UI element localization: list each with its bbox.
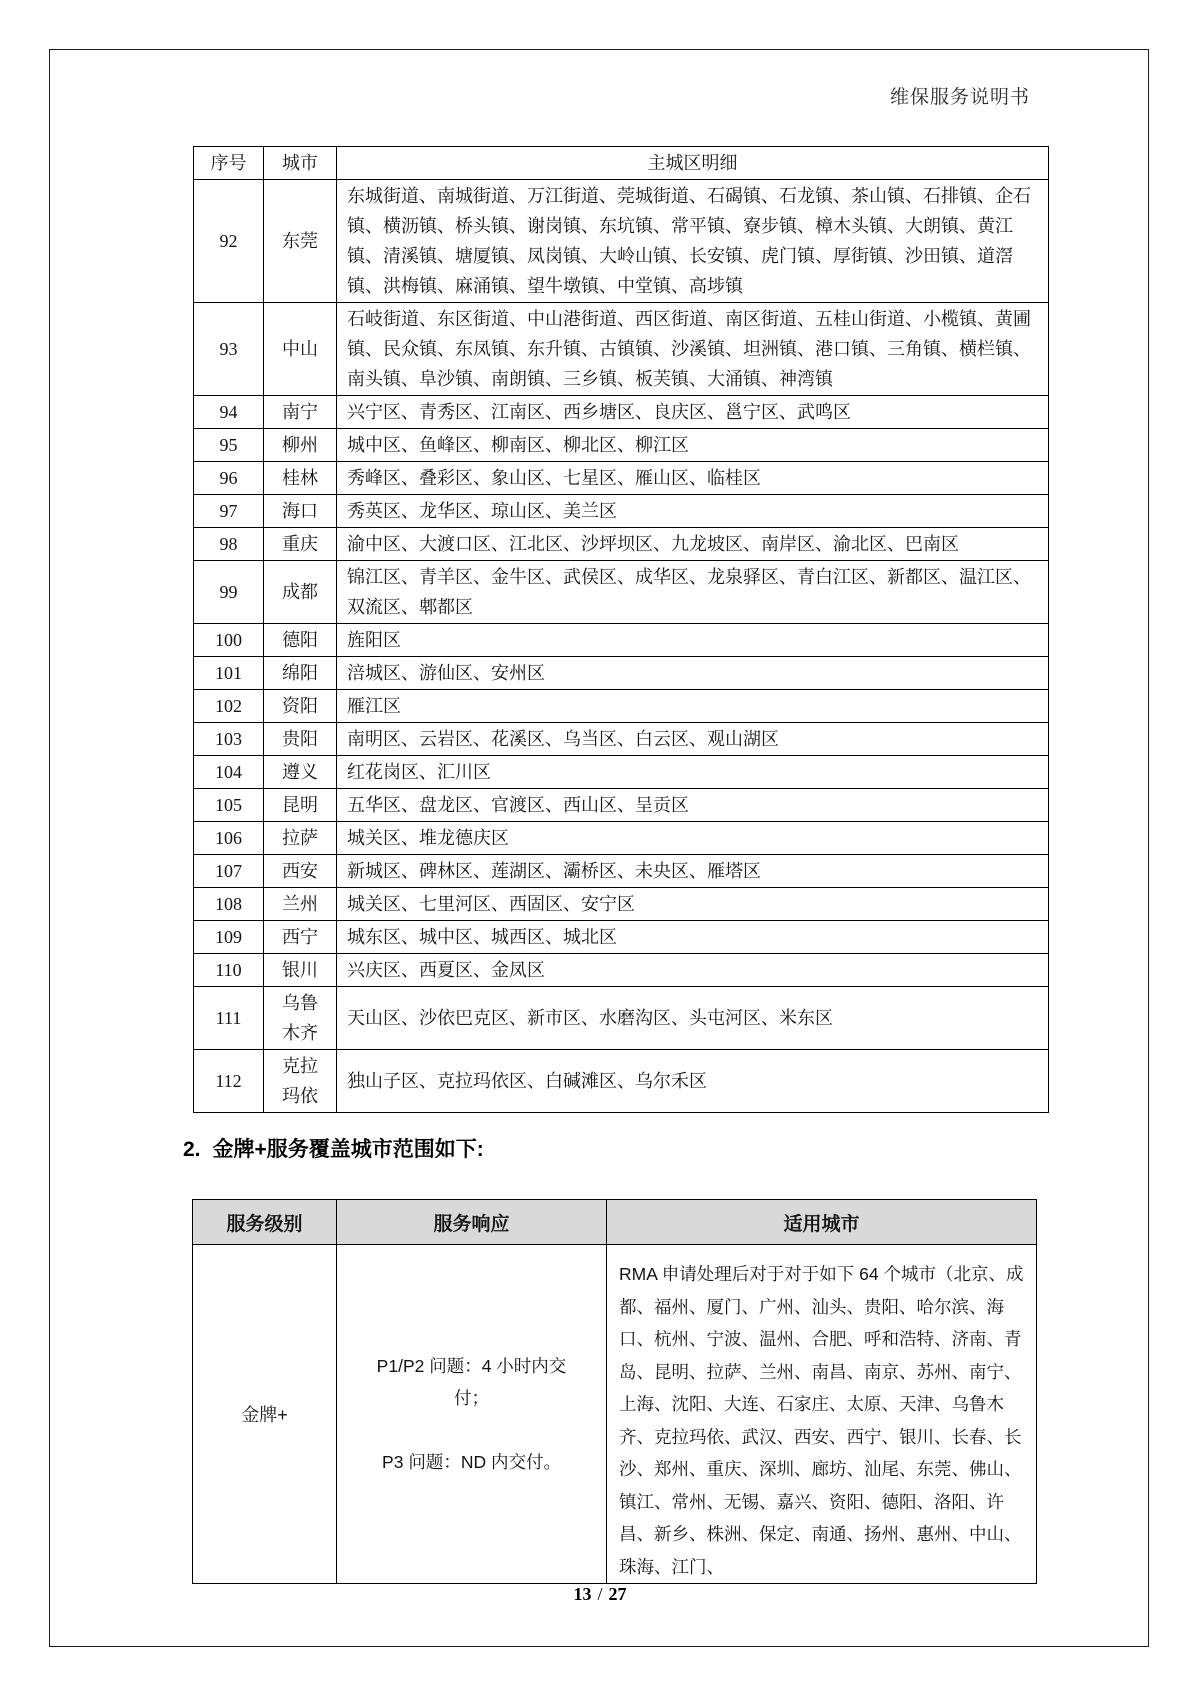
district-detail-cell: 渝中区、大渡口区、江北区、沙坪坝区、九龙坡区、南岸区、渝北区、巴南区 (337, 528, 1049, 561)
service-table-row (193, 1245, 1037, 1584)
district-table-row (194, 690, 1049, 723)
city-name-cell: 遵义 (264, 756, 337, 789)
response-line-1: P1/P2 问题：4 小时内交付； (376, 1356, 567, 1408)
district-table-row (194, 855, 1049, 888)
district-detail-cell: 秀英区、龙华区、琼山区、美兰区 (337, 495, 1049, 528)
district-table-row (194, 624, 1049, 657)
district-detail-cell: 秀峰区、叠彩区、象山区、七星区、雁山区、临桂区 (337, 462, 1049, 495)
column-header-service-response: 服务响应 (337, 1200, 607, 1245)
document-header-title: 维保服务说明书 (889, 87, 1030, 108)
city-name-cell: 拉萨 (264, 822, 337, 855)
city-name-cell: 成都 (264, 561, 337, 624)
column-header-applicable-cities: 适用城市 (607, 1200, 1037, 1245)
column-header-detail: 主城区明细 (337, 147, 1049, 180)
city-name-cell: 贵阳 (264, 723, 337, 756)
district-detail-cell: 兴庆区、西夏区、金凤区 (337, 954, 1049, 987)
row-index-cell: 94 (194, 396, 264, 429)
district-table-row (194, 495, 1049, 528)
city-name-cell: 乌鲁木齐 (264, 987, 337, 1050)
district-coverage-table (193, 146, 1049, 1113)
city-name-cell: 东莞 (264, 180, 337, 303)
column-header-index: 序号 (194, 147, 264, 180)
district-detail-cell: 涪城区、游仙区、安州区 (337, 657, 1049, 690)
district-table-row (194, 756, 1049, 789)
district-table-row (194, 657, 1049, 690)
row-index-cell: 100 (194, 624, 264, 657)
section-title: 金牌+服务覆盖城市范围如下: (212, 1138, 484, 1161)
district-detail-cell: 旌阳区 (337, 624, 1049, 657)
district-detail-cell: 东城街道、南城街道、万江街道、莞城街道、石碣镇、石龙镇、茶山镇、石排镇、企石镇、横沥镇、桥头镇、谢岗镇、东坑镇、常平镇、寮步镇、樟木头镇、大朗镇、黄江镇、清溪镇、塘厦镇、凤岗镇、大岭山镇、长安镇、虎门镇、厚街镇、沙田镇、道滘镇、洪梅镇、麻涌镇、望牛墩镇、中堂镇、高埗镇 (337, 180, 1049, 303)
row-index-cell: 112 (194, 1050, 264, 1113)
section-number: 2. (183, 1138, 201, 1161)
district-table-body (194, 180, 1049, 1113)
page-number-separator: / (597, 1584, 603, 1604)
district-table-row (194, 789, 1049, 822)
row-index-cell: 98 (194, 528, 264, 561)
row-index-cell: 109 (194, 921, 264, 954)
city-name-cell: 桂林 (264, 462, 337, 495)
district-table-row (194, 462, 1049, 495)
city-name-cell: 南宁 (264, 396, 337, 429)
row-index-cell: 95 (194, 429, 264, 462)
row-index-cell: 99 (194, 561, 264, 624)
page-footer (0, 1584, 1200, 1605)
service-level-table (192, 1199, 1037, 1584)
city-name-cell: 中山 (264, 303, 337, 396)
district-detail-cell: 红花岗区、汇川区 (337, 756, 1049, 789)
row-index-cell: 96 (194, 462, 264, 495)
column-header-service-level: 服务级别 (193, 1200, 337, 1245)
city-name-cell: 银川 (264, 954, 337, 987)
section-heading (183, 1133, 484, 1163)
district-detail-cell: 城中区、鱼峰区、柳南区、柳北区、柳江区 (337, 429, 1049, 462)
city-name-cell: 德阳 (264, 624, 337, 657)
district-table-row (194, 723, 1049, 756)
city-name-cell: 海口 (264, 495, 337, 528)
applicable-cities-cell: RMA 申请处理后对于对于如下 64 个城市（北京、成都、福州、厦门、广州、汕头、贵阳、哈尔滨、海口、杭州、宁波、温州、合肥、呼和浩特、济南、青岛、昆明、拉萨、兰州、南昌、南京、苏州、南宁、上海、沈阳、大连、石家庄、太原、天津、乌鲁木齐、克拉玛依、武汉、西安、西宁、银川、长春、长沙、郑州、重庆、深圳、廊坊、汕尾、东莞、佛山、镇江、常州、无锡、嘉兴、资阳、德阳、洛阳、许昌、新乡、株洲、保定、南通、扬州、惠州、中山、珠海、江门、 (607, 1245, 1037, 1584)
district-table-row (194, 921, 1049, 954)
district-table-row (194, 1050, 1049, 1113)
service-level-cell: 金牌+ (193, 1245, 337, 1584)
district-detail-cell: 石岐街道、东区街道、中山港街道、西区街道、南区街道、五桂山街道、小榄镇、黄圃镇、民众镇、东凤镇、东升镇、古镇镇、沙溪镇、坦洲镇、港口镇、三角镇、横栏镇、南头镇、阜沙镇、南朗镇、三乡镇、板芙镇、大涌镇、神湾镇 (337, 303, 1049, 396)
district-table-header-row (194, 147, 1049, 180)
district-detail-cell: 兴宁区、青秀区、江南区、西乡塘区、良庆区、邕宁区、武鸣区 (337, 396, 1049, 429)
district-detail-cell: 城关区、七里河区、西固区、安宁区 (337, 888, 1049, 921)
district-table-row (194, 429, 1049, 462)
district-table-row (194, 822, 1049, 855)
service-response-cell (337, 1245, 607, 1584)
district-table-row (194, 528, 1049, 561)
row-index-cell: 107 (194, 855, 264, 888)
row-index-cell: 92 (194, 180, 264, 303)
page-number: 13 (573, 1584, 592, 1604)
district-detail-cell: 锦江区、青羊区、金牛区、武侯区、成华区、龙泉驿区、青白江区、新都区、温江区、双流区、郫都区 (337, 561, 1049, 624)
city-name-cell: 兰州 (264, 888, 337, 921)
column-header-city: 城市 (264, 147, 337, 180)
district-detail-cell: 天山区、沙依巴克区、新市区、水磨沟区、头屯河区、米东区 (337, 987, 1049, 1050)
city-name-cell: 重庆 (264, 528, 337, 561)
city-name-cell: 克拉玛依 (264, 1050, 337, 1113)
row-index-cell: 93 (194, 303, 264, 396)
city-name-cell: 柳州 (264, 429, 337, 462)
city-name-cell: 昆明 (264, 789, 337, 822)
district-table-row (194, 561, 1049, 624)
row-index-cell: 103 (194, 723, 264, 756)
district-table-row (194, 303, 1049, 396)
district-detail-cell: 南明区、云岩区、花溪区、乌当区、白云区、观山湖区 (337, 723, 1049, 756)
row-index-cell: 97 (194, 495, 264, 528)
service-table-header-row (193, 1200, 1037, 1245)
district-detail-cell: 独山子区、克拉玛依区、白碱滩区、乌尔禾区 (337, 1050, 1049, 1113)
district-table-row (194, 396, 1049, 429)
district-detail-cell: 城东区、城中区、城西区、城北区 (337, 921, 1049, 954)
district-detail-cell: 雁江区 (337, 690, 1049, 723)
row-index-cell: 110 (194, 954, 264, 987)
district-table-row (194, 954, 1049, 987)
district-table-row (194, 987, 1049, 1050)
district-detail-cell: 城关区、堆龙德庆区 (337, 822, 1049, 855)
district-detail-cell: 五华区、盘龙区、官渡区、西山区、呈贡区 (337, 789, 1049, 822)
city-name-cell: 西安 (264, 855, 337, 888)
city-name-cell: 绵阳 (264, 657, 337, 690)
row-index-cell: 108 (194, 888, 264, 921)
response-line-2: P3 问题：ND 内交付。 (382, 1452, 561, 1472)
city-name-cell: 资阳 (264, 690, 337, 723)
row-index-cell: 102 (194, 690, 264, 723)
row-index-cell: 111 (194, 987, 264, 1050)
row-index-cell: 104 (194, 756, 264, 789)
row-index-cell: 105 (194, 789, 264, 822)
city-name-cell: 西宁 (264, 921, 337, 954)
row-index-cell: 101 (194, 657, 264, 690)
district-table-row (194, 180, 1049, 303)
district-detail-cell: 新城区、碑林区、莲湖区、灞桥区、未央区、雁塔区 (337, 855, 1049, 888)
row-index-cell: 106 (194, 822, 264, 855)
district-table-row (194, 888, 1049, 921)
page-total: 27 (608, 1584, 627, 1604)
